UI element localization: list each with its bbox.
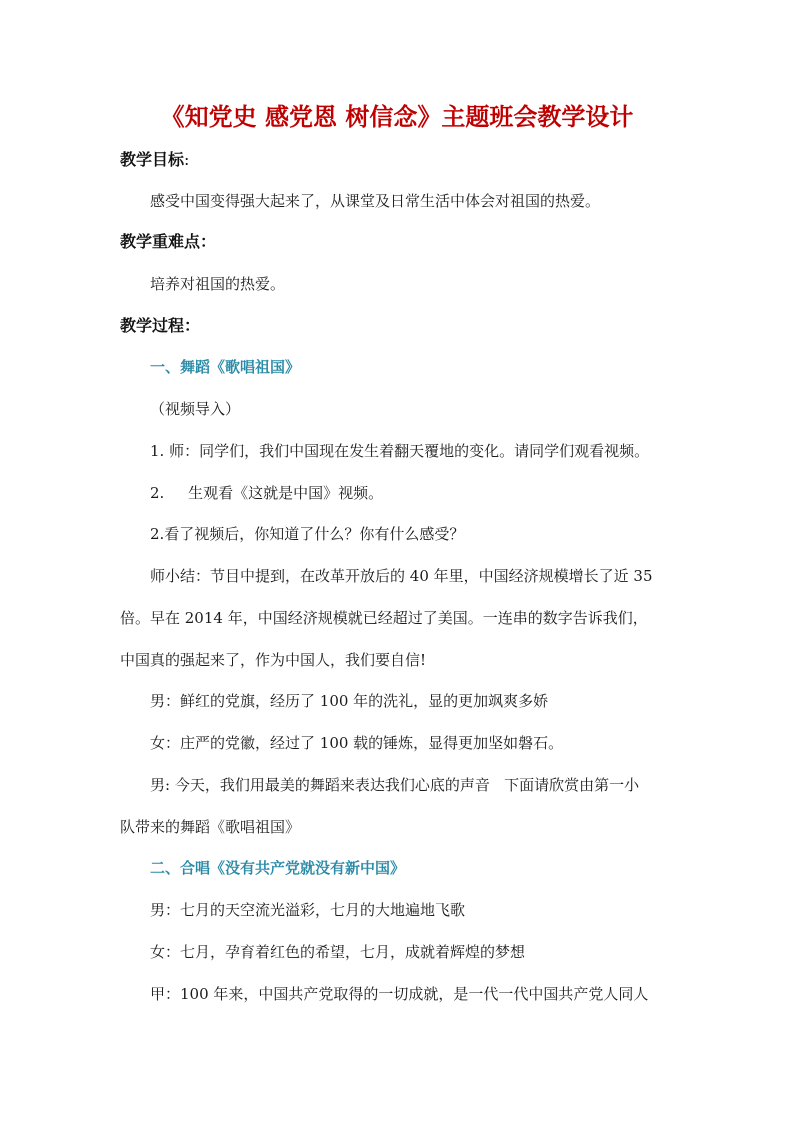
section-1-line: 中国真的强起来了，作为中国人，我们要自信!: [120, 651, 427, 669]
objectives-heading-label: 教学目标: [120, 150, 185, 169]
section-1-line: 女：庄严的党徽，经过了 100 载的锤炼，显得更加坚如磐石。: [150, 734, 564, 752]
section-1-line: 男：鲜红的党旗，经历了 100 年的洗礼，显的更加飒爽多娇: [150, 692, 549, 710]
section-1-line: 倍。早在 2014 年，中国经济规模就已经超过了美国。一连串的数字告诉我们，: [120, 609, 648, 627]
objectives-text: 感受中国变得强大起来了，从课堂及日常生活中体会对祖国的热爱。: [150, 192, 601, 210]
key-points-heading: 教学重难点：: [120, 232, 217, 251]
section-1-title: 一、舞蹈《歌唱祖国》: [150, 358, 301, 376]
section-2-title: 二、合唱《没有共产党就没有新中国》: [150, 859, 406, 877]
section-2-line: 女：七月，孕育着红色的希望，七月，成就着辉煌的梦想: [150, 943, 526, 961]
section-2-line: 甲：100 年来，中国共产党取得的一切成就，是一代一代中国共产党人同人: [150, 985, 649, 1003]
objectives-heading-colon: :: [184, 150, 190, 169]
section-1-line: 师小结：节目中提到，在改革开放后的 40 年里，中国经济规模增长了近 35: [150, 567, 653, 585]
section-1-line: 2.看了视频后，你知道了什么？你有什么感受？: [150, 525, 465, 543]
key-points-text: 培养对祖国的热爱。: [150, 275, 286, 293]
section-1-line: 1. 师：同学们，我们中国现在发生着翻天覆地的变化。请同学们观看视频。: [150, 442, 650, 460]
section-1-line: （视频导入）: [150, 400, 241, 418]
objectives-heading: [120, 148, 189, 172]
section-1-line: 2. 生观看《这就是中国》视频。: [150, 484, 384, 502]
document-title: 《知党史 感党恩 树信念》主题班会教学设计: [160, 102, 634, 131]
section-1-line: 男: 今天，我们用最美的舞蹈来表达我们心底的声音 下面请欣赏由第一小: [150, 776, 640, 794]
section-2-line: 男：七月的天空流光溢彩，七月的大地遍地飞歌: [150, 901, 466, 919]
process-heading: 教学过程：: [120, 316, 201, 335]
section-1-line: 队带来的舞蹈《歌唱祖国》: [120, 818, 301, 836]
